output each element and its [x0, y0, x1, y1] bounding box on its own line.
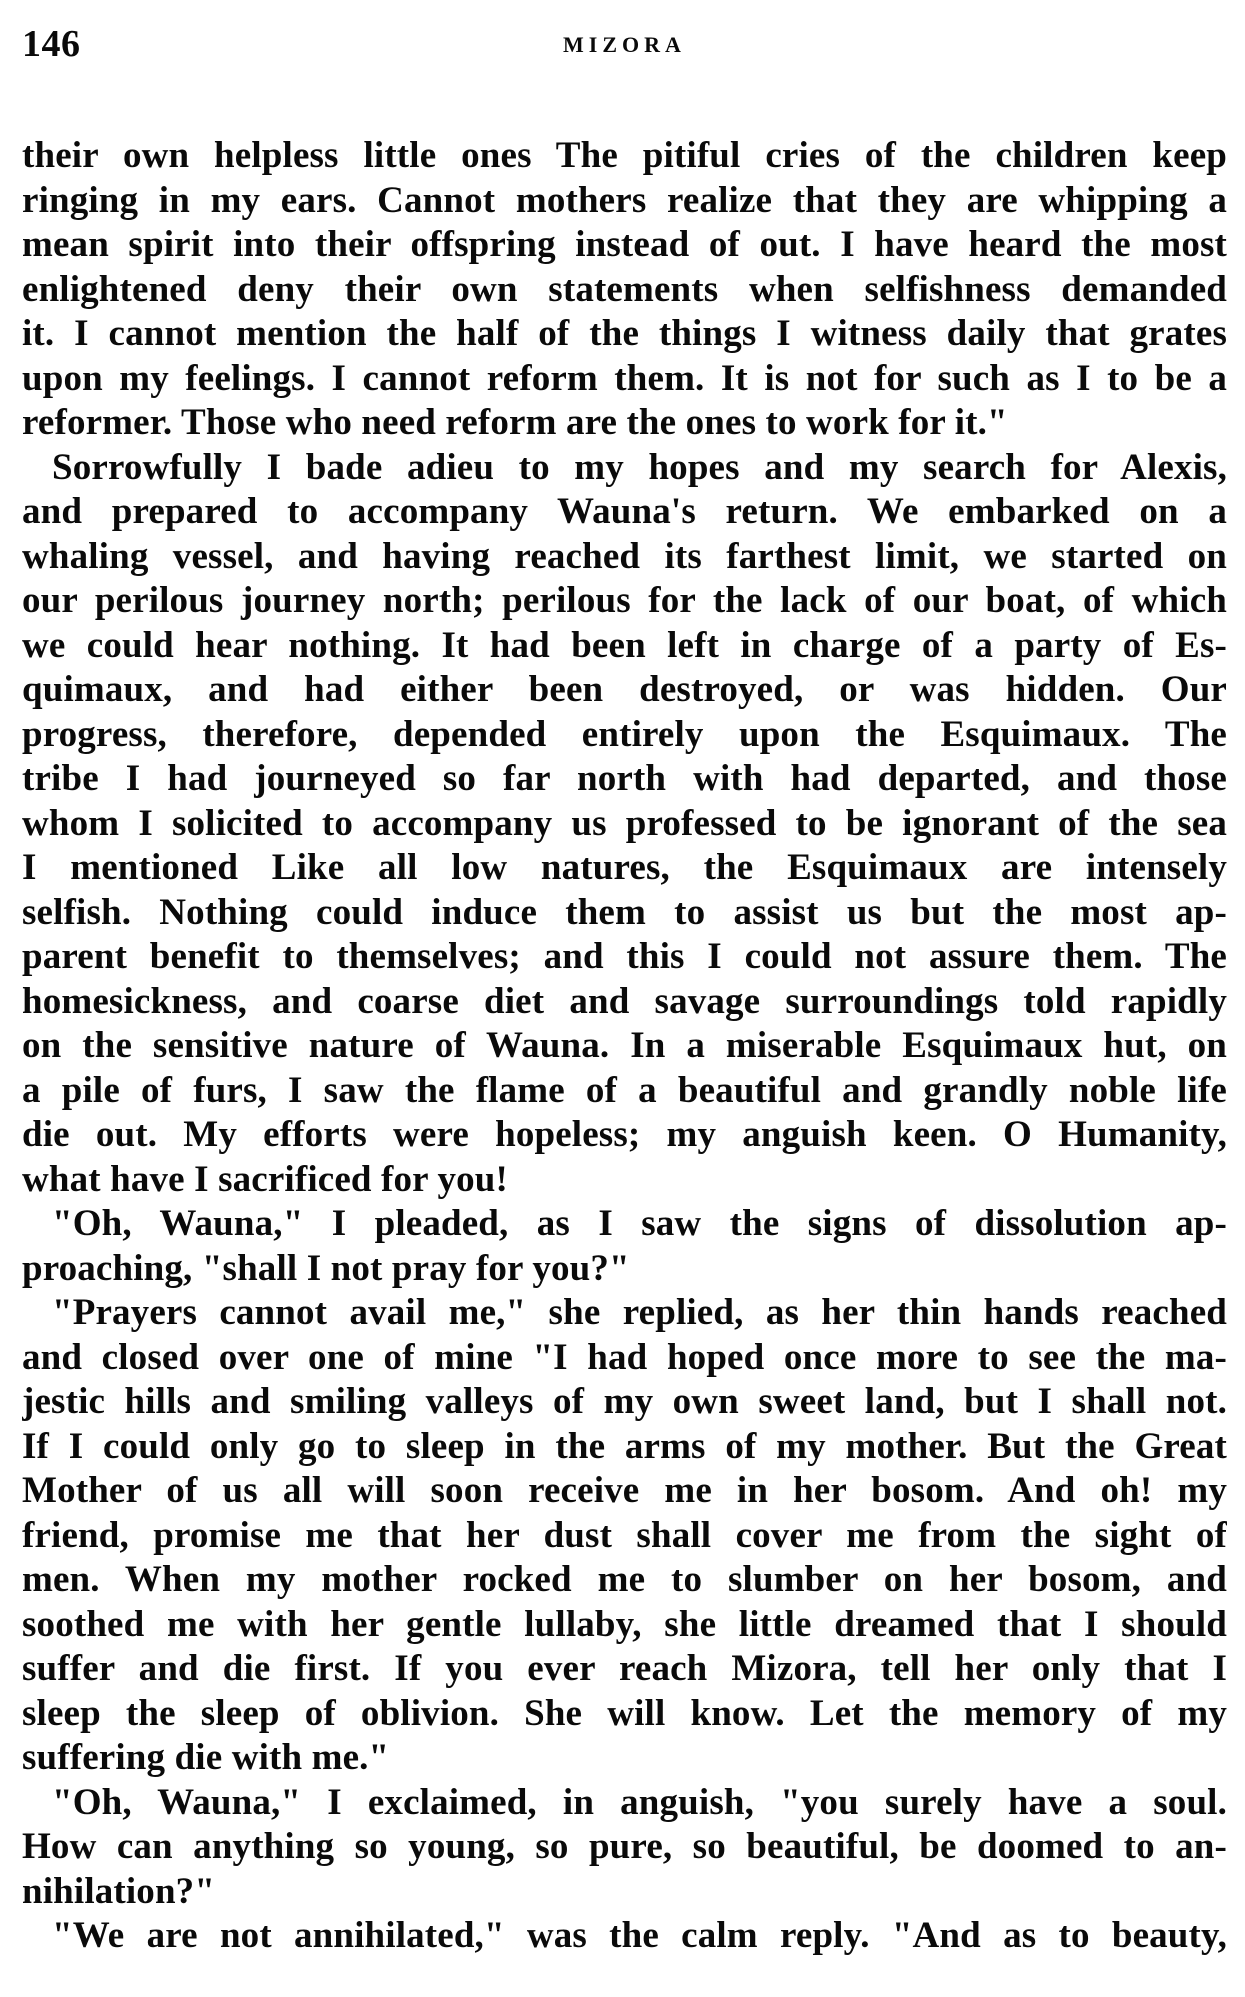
- running-head: MIZORA: [563, 32, 686, 57]
- text-line: our perilous journey north; perilous for the lack of our boat, of which: [22, 580, 1227, 621]
- text-line: How can anything so young, so pure, so beautiful, be doomed to an-: [22, 1826, 1227, 1867]
- text-line: "We are not annihilated," was the calm reply. "And as to beauty,: [52, 1915, 1227, 1956]
- text-line: upon my feelings. I cannot reform them. It is not for such as I to be a: [22, 357, 1227, 399]
- page-header: [22, 18, 1227, 74]
- text-line: men. When my mother rocked me to slumber on her bosom, and: [22, 1559, 1227, 1600]
- body-text: [22, 134, 1227, 1959]
- text-line: "Oh, Wauna," I pleaded, as I saw the signs of dissolution ap-: [52, 1203, 1227, 1244]
- text-line: ringing in my ears. Cannot mothers realize that they are whipping a: [22, 179, 1227, 221]
- text-line: soothed me with her gentle lullaby, she little dreamed that I should: [22, 1603, 1227, 1645]
- text-line: it. I cannot mention the half of the things I witness daily that grates: [22, 313, 1227, 354]
- text-line: nihilation?": [22, 1870, 216, 1912]
- text-line: Mother of us all will soon receive me in her bosom. And oh! my: [22, 1470, 1227, 1511]
- text-line: parent benefit to themselves; and this I could not assure them. The: [22, 936, 1227, 977]
- text-line: quimaux, and had either been destroyed, or was hidden. Our: [22, 669, 1227, 710]
- text-line: jestic hills and smiling valleys of my own sweet land, but I shall not.: [22, 1381, 1227, 1422]
- text-line: friend, promise me that her dust shall cover me from the sight of: [22, 1514, 1227, 1556]
- text-line: homesickness, and coarse diet and savage surroundings told rapidly: [22, 980, 1227, 1022]
- text-line: tribe I had journeyed so far north with had departed, and those: [22, 758, 1227, 799]
- text-line: Sorrowfully I bade adieu to my hopes and my search for Alexis,: [52, 446, 1227, 488]
- page-number: 146: [22, 23, 81, 65]
- text-line: die out. My efforts were hopeless; my anguish keen. O Humanity,: [22, 1114, 1227, 1155]
- text-line: what have I sacrificed for you!: [22, 1158, 508, 1200]
- text-line: sleep the sleep of oblivion. She will know. Let the memory of my: [22, 1692, 1227, 1734]
- text-line: on the sensitive nature of Wauna. In a miserable Esquimaux hut, on: [22, 1025, 1227, 1066]
- text-line: a pile of furs, I saw the flame of a beautiful and grandly noble life: [22, 1069, 1227, 1111]
- text-line: suffer and die first. If you ever reach Mizora, tell her only that I: [22, 1648, 1227, 1689]
- text-line: reformer. Those who need reform are the ones to work for it.": [22, 402, 1008, 443]
- text-line: mean spirit into their offspring instead of out. I have heard the most: [22, 224, 1227, 265]
- book-page: [22, 18, 1227, 1959]
- text-line: whom I solicited to accompany us professed to be ignorant of the sea: [22, 802, 1227, 844]
- text-line: suffering die with me.": [22, 1737, 390, 1778]
- text-line: we could hear nothing. It had been left in charge of a party of Es-: [22, 624, 1227, 666]
- text-line: progress, therefore, depended entirely upon the Esquimaux. The: [22, 713, 1227, 755]
- text-line: and prepared to accompany Wauna's return. We embarked on a: [22, 491, 1227, 532]
- text-line: enlightened deny their own statements when selfishness demanded: [22, 268, 1227, 310]
- text-line: their own helpless little ones The pitiful cries of the children keep: [22, 135, 1227, 176]
- text-line: and closed over one of mine "I had hoped once more to see the ma-: [22, 1336, 1227, 1378]
- text-line: "Prayers cannot avail me," she replied, as her thin hands reached: [52, 1292, 1227, 1333]
- text-line: "Oh, Wauna," I exclaimed, in anguish, "you surely have a soul.: [52, 1781, 1227, 1823]
- text-line: selfish. Nothing could induce them to assist us but the most ap-: [22, 891, 1227, 933]
- text-line: proaching, "shall I not pray for you?": [22, 1247, 630, 1289]
- text-line: I mentioned Like all low natures, the Esquimaux are intensely: [22, 847, 1227, 888]
- text-line: If I could only go to sleep in the arms of my mother. But the Great: [22, 1425, 1227, 1467]
- text-line: whaling vessel, and having reached its farthest limit, we started on: [22, 535, 1227, 577]
